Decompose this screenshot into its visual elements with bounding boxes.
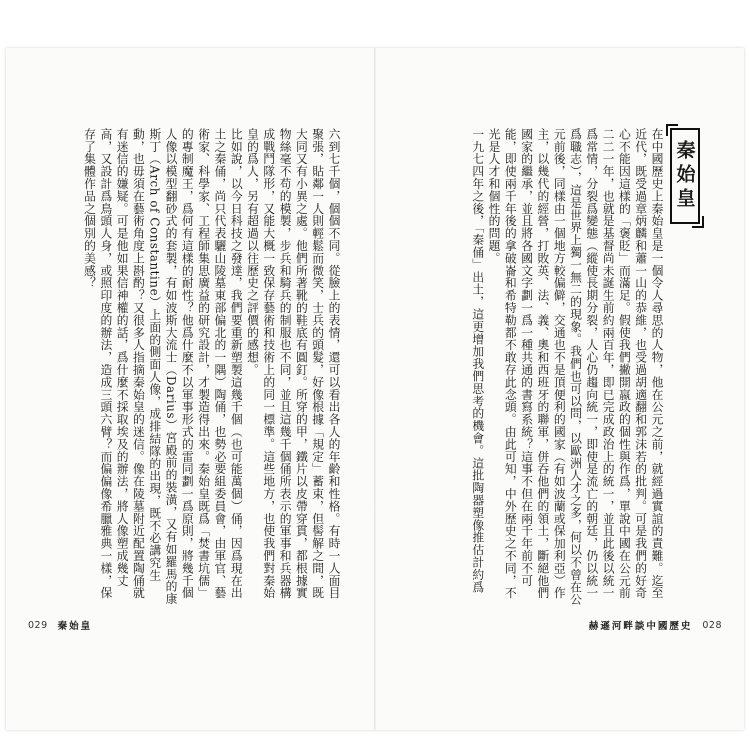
right-page-body-text: 在中國歷史上秦始皇是一個令人尋思的人物，他在公元之前，就經過實誼的責難。迄至近代，既受過章炳麟和蕭一山的恭維，也受過胡適翻和郭沫若的批判。可是我們的好奇心不能因這樣的「褒貶」而滿足。假使我們撇開嬴政的個性與作爲，單說中國在公元前二二一年，也就是基督尚未誕生前約兩百年，即已完成政治上的統一，並且此後以統一爲常情，分裂爲變態（縱使長期分裂，人心仍趨向統一，即使是流亡的朝廷，仍以統一爲職志），這是世界上獨一無二的現象。我們也可以問，以歐洲人才之多，何以不曾在公元前後，同樣由一個地方較偏僻，交通也不是頂便利的國家（有如波蘭或保加利亞）作主，以幾代的經營，打敗英、法、義、奧和西班牙的聯軍，併吞他們的領土，斷絕他們國家的繼承，並且將各國文字劃一爲一種共通的書寫系統？這事不但在兩千年前不可能，即使兩千年後的拿破崙和希特勒都不敢存此念頭。由此可知，中外歷史之不同，不光是人才和個性的問題。 一九七四年之後，「秦俑」出土，這更增加我們思考的機會。這批陶器塑像推估計約爲 (470, 128, 664, 606)
chapter-title-frame (670, 128, 700, 224)
right-page-number: 028 (702, 619, 722, 631)
left-page-body-text: 六到七千個，個個不同。從臉上的表情，還可以看出各人的年齡和性格。有時一人面目聚張，貼鄰一人則輕鬆而微笑，士兵的頭髮，好像根據「規定」蓄束，但髻解之間，既大同又有小異之處。他們所著靴的鞋底有圓釘。所穿的甲，鐵片以皮帶穿貫，都根據實物絲毫不苟的模製，步兵和騎兵的制服也不同，並且這幾千個俑所表示的軍事和兵器構成戰鬥隊形，又能大概一致保存藝術和技術上的同一標準。這些地方，也使我們對秦始皇的爲人，另有超過以往歷史之評價的感想。 比如說，以今日科技之發達，我們要重新塑製這幾千個（也可能萬個）俑，因爲現在出土之秦俑，尚只代表驪山陵墓東部偏北的一隅）陶俑，也勢必要組委員會，由軍官、藝術家、科學家、工程師集思廣益的研究設計，才製造得出來。秦始皇既爲「焚書坑儒」的專制魔王，爲何有這樣的耐性？他爲什麼不以軍事形式的雷同劃一爲原則，將幾千個人像以模型翻砂式的套製，有如波斯大流士（Darius）宮殿前的裝潢，又有如羅馬的康斯丁（Arch of Constantine）上面的側面人像，成排結隊的出現，既不必講究生動，也毋須在藝術角度上斟酌？又很多人指摘秦始皇的迷信。像在陵墓附近配置陶俑就有迷信的嫌疑。可是他如果信神權的話，爲什麼不採取埃及的辦法，將人像塑成幾丈高，又設計爲鳥頭人身，或照印度的辦法，造成三頭六臂？而偏偏像希臘雅典一樣，保存了集體作品之個別的美感？ (82, 128, 341, 606)
chapter-title: 秦始皇 (673, 140, 696, 212)
right-page (376, 48, 744, 730)
book-spread (6, 48, 744, 730)
right-running-head: 赫遜河畔談中國歷史 (588, 621, 693, 632)
left-page (6, 48, 374, 730)
left-page-footer (28, 618, 92, 632)
left-running-head: 秦始皇 (57, 621, 93, 632)
right-page-footer (589, 618, 722, 632)
left-page-number: 029 (28, 619, 48, 631)
